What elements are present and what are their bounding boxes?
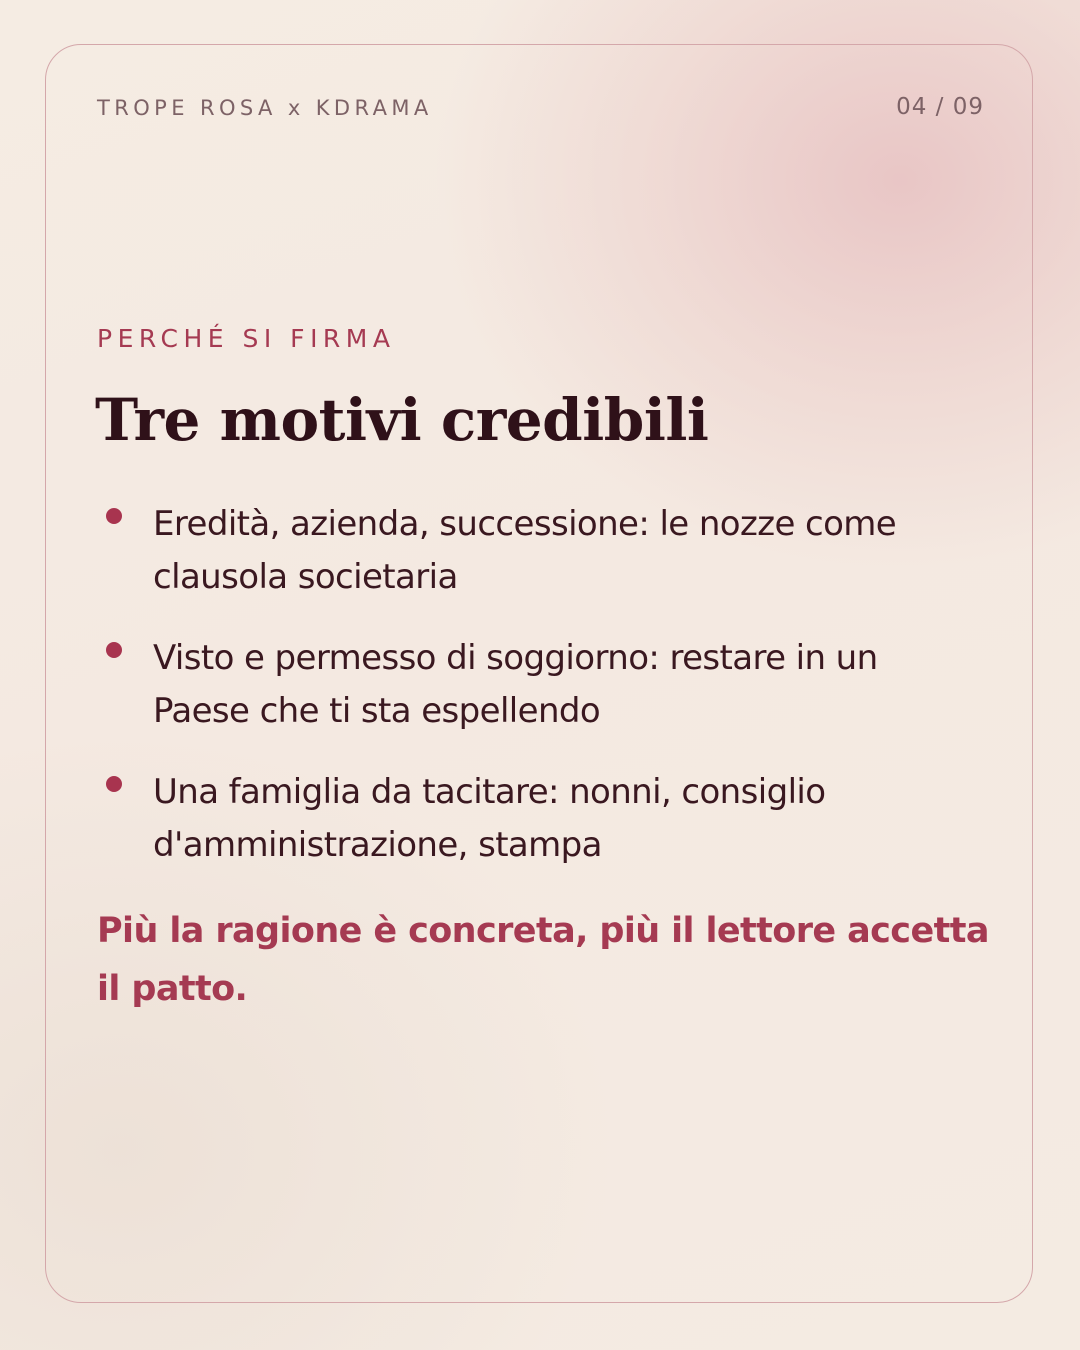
reasons-list	[97, 498, 977, 900]
section-eyebrow: PERCHÉ SI FIRMA	[97, 324, 396, 353]
page-counter: 04 / 09	[896, 94, 984, 120]
list-item	[97, 766, 977, 872]
bullet-dot-icon	[106, 642, 122, 658]
bullet-dot-icon	[106, 508, 122, 524]
bullet-dot-icon	[106, 776, 122, 792]
brand-label: TROPE ROSA x KDRAMA	[97, 96, 433, 120]
bullet-text: Visto e permesso di soggiorno: restare in un Paese che ti sta espellendo	[153, 638, 878, 731]
list-item	[97, 498, 977, 604]
bullet-text: Una famiglia da tacitare: nonni, consiglio d'amministrazione, stampa	[153, 772, 826, 865]
slide-title: Tre motivi credibili	[95, 386, 709, 454]
closing-statement: Più la ragione è concreta, più il lettore accetta il patto.	[97, 911, 989, 1009]
list-item	[97, 632, 977, 738]
bullet-text: Eredità, azienda, successione: le nozze come clausola societaria	[153, 504, 897, 597]
